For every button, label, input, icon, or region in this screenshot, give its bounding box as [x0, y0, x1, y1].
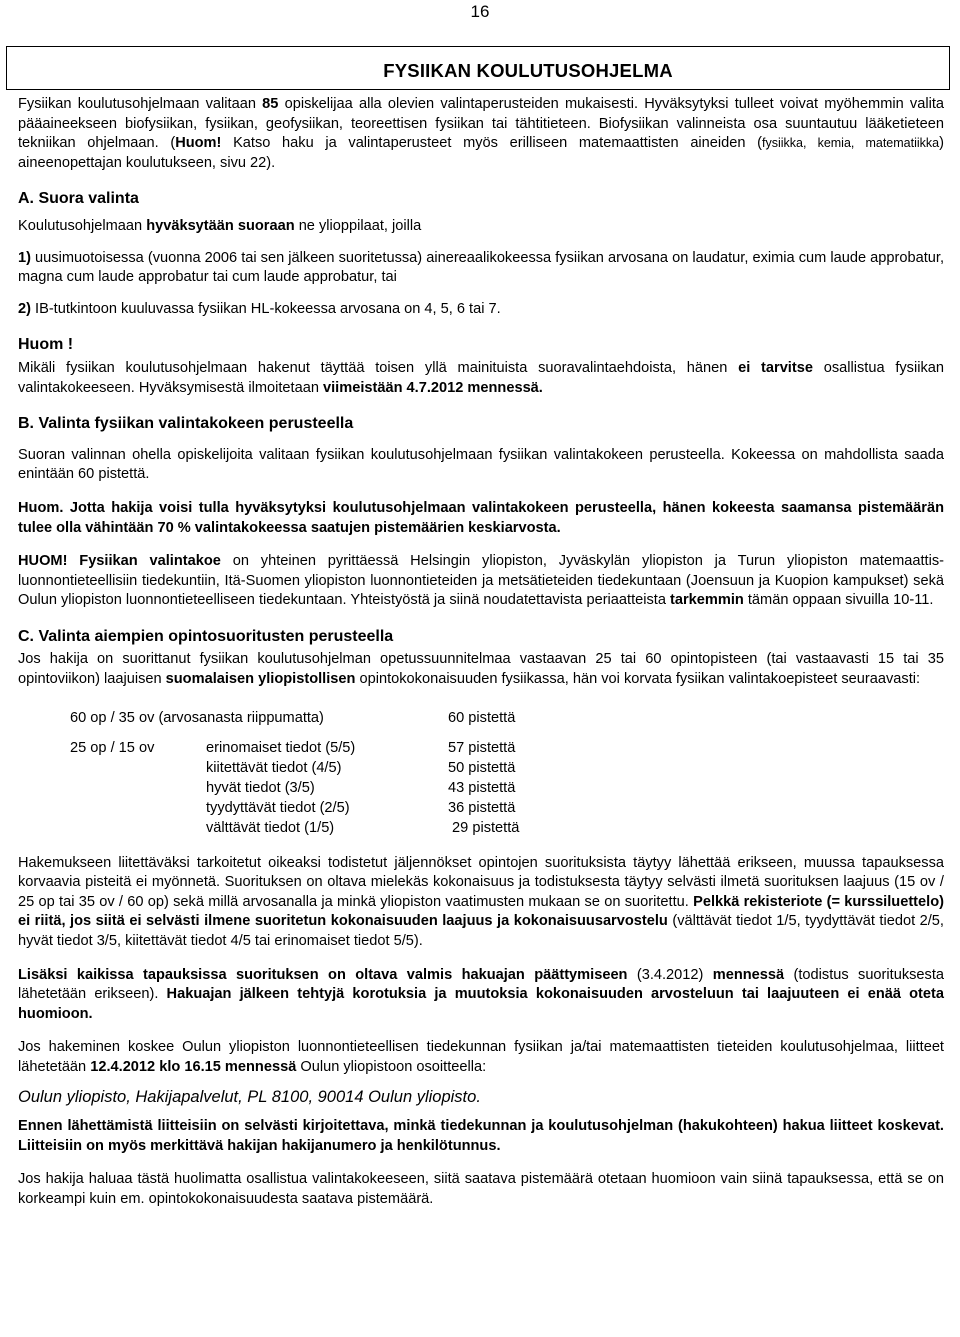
- points-table: [70, 708, 519, 838]
- table-row: [70, 798, 519, 818]
- table-cell-points: 36 pistettä: [448, 799, 516, 816]
- table-cell-grade: erinomaiset tiedot (5/5): [206, 739, 356, 756]
- page-number: 16: [470, 2, 490, 21]
- section-c-paragraph-2: Hakemukseen liitettäväksi tarkoitetut oikeaksi todistetut jäljennökset opintojen suorituksista täytyy lähettää erikseen, muussa tapauksessa korvaavia pisteitä ei myönnetä. Suorituksen on oltava mielekäs kokonaisuus ja todistuksesta täytyy selvästi ilmetä suorituksen laajuus (15 ov / 25 op tai 35 ov / 60 op) sekä millä arvosanalla ja minkä yliopiston vaatimusten mukaan se on suoritettu. Pelkkä rekisteriote (= kurssiluettelo) ei riitä, jos siitä ei selvästi ilmene suoritetun kokonaisuuden laajuus ja kokonaisuusarvostelu (välttävät tiedot 1/5, tyydyttävät tiedot 2/5, hyvät tiedot 3/5, kiitettävät tiedot 4/5 tai erinomaiset tiedot 5/5).: [18, 854, 944, 950]
- table-cell-grade: tyydyttävät tiedot (2/5): [206, 799, 350, 816]
- section-c-paragraph-1: Jos hakija on suorittanut fysiikan koulutusohjelman opetussuunnitelmaa vastaavan 25 tai 60 opintopisteen (tai vastaavasti 15 tai 35 opintoviikon) laajuisen suomalaisen yliopistollisen opintokokonaisuuden fysiikassa, hän voi korvata fysiikan valintakoepisteet seuraavasti:: [18, 651, 944, 688]
- huom-heading: Huom !: [18, 336, 74, 354]
- mailing-address: Oulun yliopisto, Hakijapalvelut, PL 8100, 90014 Oulun yliopisto.: [18, 1087, 481, 1106]
- section-c-paragraph-3: Lisäksi kaikissa tapauksissa suorituksen on oltava valmis hakuajan päättymiseen (3.4.2012) mennessä (todistus suorituksesta lähetetään erikseen). Hakuajan jälkeen tehtyjä korotuksia ja muutoksia kokonaisuuden arvosteluun tai laajuuteen ei enää oteta huomioon.: [18, 966, 945, 1022]
- intro-paragraph: Fysiikan koulutusohjelmaan valitaan 85 opiskelijaa alla olevien valintaperusteiden mukaisesti. Hyväksytyksi tulleet voivat myöhemmin valita pääaineekseen biofysiikan, fysiikan, geofysiikan, teoreettisen fysiikan tai tähtitieteen. Biofysiikan valinneista osa suuntautuu lääketieteen tekniikan ohjelmaan. (Huom! Katso haku ja valintaperusteet myös erilliseen matemaattisten aineiden (fysiikka, kemia, matematiikka) aineenopettajan koulutukseen, sivu 22).: [18, 96, 944, 171]
- table-cell-points: 29 pistettä: [448, 819, 520, 836]
- title-box: [6, 46, 950, 90]
- section-c-paragraph-5: Ennen lähettämistä liitteisiin on selvästi kirjoitettava, minkä tiedekunnan ja koulutusohjelman (hakukohteen) hakua liitteet koskevat. Liitteisiin on myös merkittävä hakijan hakijanumero ja henkilötunnus.: [18, 1118, 944, 1154]
- section-a-lead: Koulutusohjelmaan hyväksytään suoraan ne ylioppilaat, joilla: [18, 217, 422, 234]
- table-cell-points: 57 pistettä: [448, 739, 516, 756]
- table-row: [70, 708, 519, 728]
- table-cell-points: 43 pistettä: [448, 779, 516, 796]
- table-cell-grade: välttävät tiedot (1/5): [206, 819, 335, 836]
- section-b-paragraph-2: Huom. Jotta hakija voisi tulla hyväksytyksi koulutusohjelmaan valintakokeen perusteella, hänen kokeesta saamansa pistemäärän tulee olla vähintään 70 % valintakokeessa saatujen pistemäärien keskiarvosta.: [18, 499, 944, 536]
- table-row: [70, 738, 519, 758]
- huom-paragraph: Mikäli fysiikan koulutusohjelmaan hakenut täyttää toisen yllä mainituista suoravalintaehdoista, hänen ei tarvitse osallistua fysiikan valintakokeeseen. Hyväksymisestä ilmoitetaan viimeistään 4.7.2012 mennessä.: [18, 359, 944, 396]
- page-title: FYSIIKAN KOULUTUSOHJELMA: [383, 60, 673, 81]
- table-cell-label: 25 op / 15 ov: [70, 739, 155, 756]
- table-cell-points: 60 pistettä: [448, 709, 516, 726]
- section-b-heading: B. Valinta fysiikan valintakokeen perusteella: [18, 415, 354, 433]
- table-row: [70, 778, 519, 798]
- table-cell-grade: hyvät tiedot (3/5): [206, 779, 315, 796]
- table-cell-label: 60 op / 35 ov (arvosanasta riippumatta): [70, 709, 324, 726]
- section-b-paragraph-3: HUOM! Fysiikan valintakoe on yhteinen pyrittäessä Helsingin yliopiston, Jyväskylän yliopiston ja Turun yliopiston matemaattis-luonnontieteellisiin tiedekuntiin, Itä-Suomen yliopiston luonnontieteiden ja metsätieteiden tiedekuntaan (Joensuun ja Kuopion kampukset) sekä Oulun yliopiston luonnontieteelliseen tiedekuntaan. Yhteistyöstä ja siinä noudatettavista periaatteista tarkemmin tämän oppaan sivuilla 10-11.: [18, 553, 944, 609]
- table-row: [70, 818, 519, 838]
- section-a-heading: A. Suora valinta: [18, 190, 139, 208]
- section-c-paragraph-4: Jos hakeminen koskee Oulun yliopiston luonnontieteellisen tiedekunnan fysiikan ja/tai matemaattisten tieteiden koulutusohjelmaa, liitteet lähetetään 12.4.2012 klo 16.15 mennessä Oulun yliopistoon osoitteella:: [18, 1039, 944, 1075]
- section-a-item-1: 1) uusimuotoisessa (vuonna 2006 tai sen jälkeen suoritetussa) ainereaalikokeessa fysiikan arvosana on laudatur, eximia cum laude approbatur, magna cum laude approbatur tai cum laude approbatur, tai: [18, 249, 944, 286]
- section-c-heading: C. Valinta aiempien opintosuoritusten perusteella: [18, 627, 394, 645]
- section-b-paragraph-1: Suoran valinnan ohella opiskelijoita valitaan fysiikan koulutusohjelmaan fysiikan valintakokeen perusteella. Kokeessa on mahdollista saada enintään 60 pistettä.: [18, 446, 944, 483]
- table-row: [70, 758, 519, 778]
- table-cell-points: 50 pistettä: [448, 759, 516, 776]
- document-body: [18, 95, 944, 1210]
- section-c-paragraph-6: Jos hakija haluaa tästä huolimatta osallistua valintakokeeseen, siitä saatava pistemäärä otetaan huomioon vain siinä tapauksessa, että se on korkeampi kuin em. opintokokonaisuudesta saatava pistemäärä.: [18, 1171, 944, 1207]
- table-cell-grade: kiitettävät tiedot (4/5): [206, 759, 342, 776]
- section-a-item-2: 2) IB-tutkintoon kuuluvassa fysiikan HL-kokeessa arvosana on 4, 5, 6 tai 7.: [18, 300, 501, 317]
